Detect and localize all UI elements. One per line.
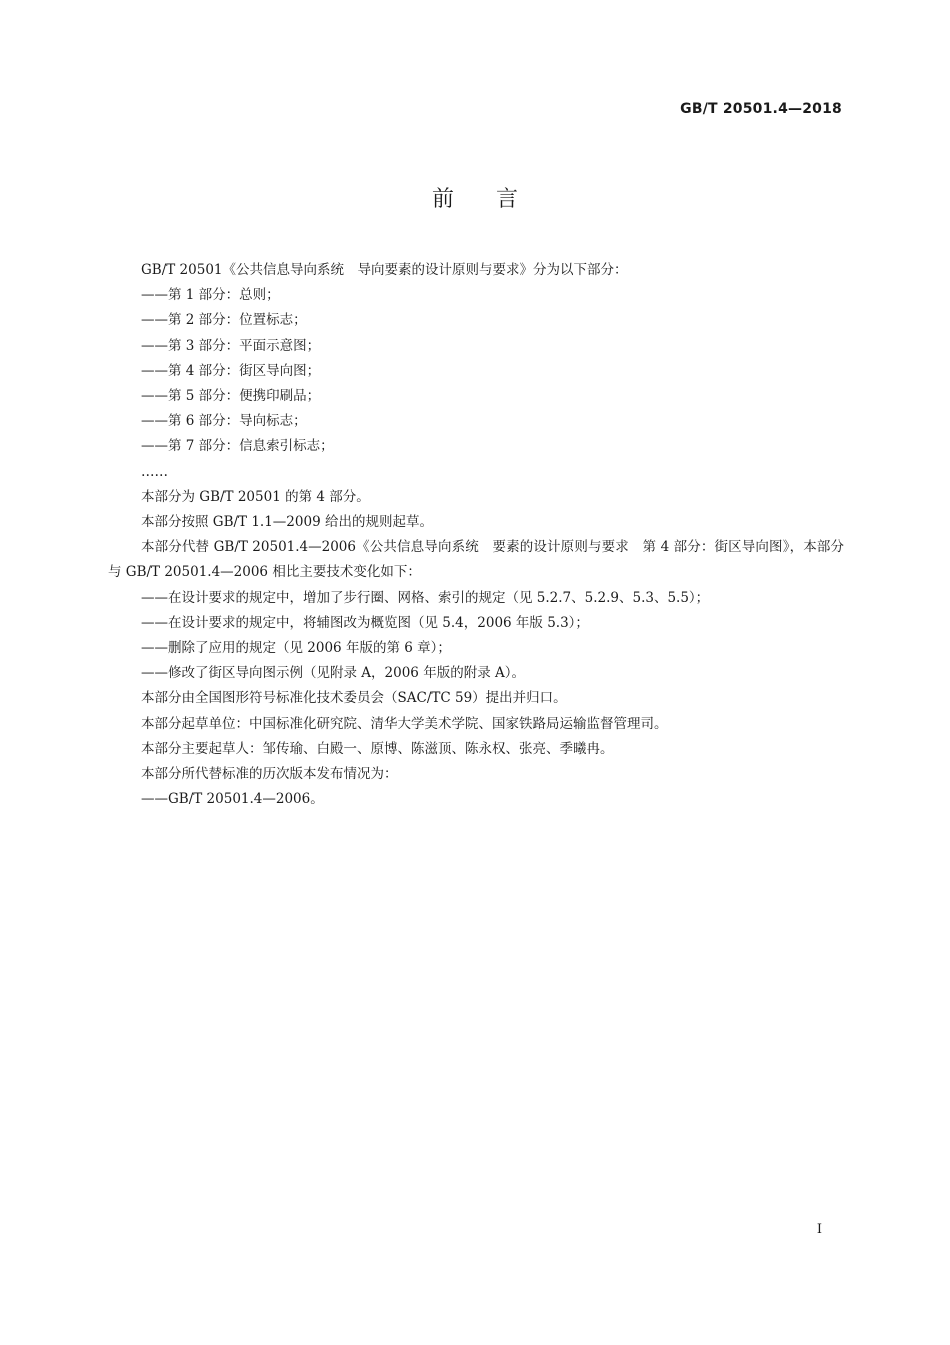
paragraph-intro: GB/T 20501《公共信息导向系统 导向要素的设计原则与要求》分为以下部分： [141,262,628,278]
standard-code: GB/T 20501.4—2018 [680,101,842,117]
page-number: I [816,1222,822,1237]
list-item-part-1: ——第 1 部分：总则； [141,287,280,304]
change-item-4: ——修改了街区导向图示例（见附录 A，2006 年版的附录 A）。 [141,665,525,682]
list-item-part-5: ——第 5 部分：便携印刷品； [141,388,321,405]
list-item-part-2: ——第 2 部分：位置标志； [141,312,307,329]
list-item-part-7: ——第 7 部分：信息索引标志； [141,438,334,455]
change-item-3: ——删除了应用的规定（见 2006 年版的第 6 章）； [141,640,451,657]
paragraph-proposer: 本部分由全国图形符号标准化技术委员会（SAC/TC 59）提出并归口。 [141,690,567,707]
foreword-body [108,258,844,812]
change-item-2: ——在设计要求的规定中，将辅图改为概览图（见 5.4，2006 年版 5.3）； [141,614,589,631]
paragraph-drafting-rules: 本部分按照 GB/T 1.1—2009 给出的规则起草。 [141,514,433,531]
change-item-1: ——在设计要求的规定中，增加了步行圈、网格、索引的规定（见 5.2.7、5.2.9、5.3、5.5）； [141,589,710,606]
paragraph-history-intro: 本部分所代替标准的历次版本发布情况为： [141,766,398,783]
list-ellipsis: …… [141,463,168,480]
paragraph-drafting-units: 本部分起草单位：中国标准化研究院、清华大学美术学院、国家铁路局运输监督管理司。 [141,715,668,732]
history-item-1: ——GB/T 20501.4—2006。 [141,791,324,808]
page-title: 前言 [431,187,560,212]
list-item-part-3: ——第 3 部分：平面示意图； [141,337,321,354]
paragraph-drafters: 本部分主要起草人：邹传瑜、白殿一、原博、陈滋顶、陈永权、张亮、季曦冉。 [141,740,614,757]
list-item-part-6: ——第 6 部分：导向标志； [141,413,307,430]
paragraph-replacement: 本部分代替 GB/T 20501.4—2006《公共信息导向系统 要素的设计原则与要求 第 4 部分：街区导向图》，本部分与 GB/T 20501.4—2006 相比主要技术变化如下： [108,539,844,581]
paragraph-part-statement: 本部分为 GB/T 20501 的第 4 部分。 [141,488,370,505]
list-item-part-4: ——第 4 部分：街区导向图； [141,362,321,379]
